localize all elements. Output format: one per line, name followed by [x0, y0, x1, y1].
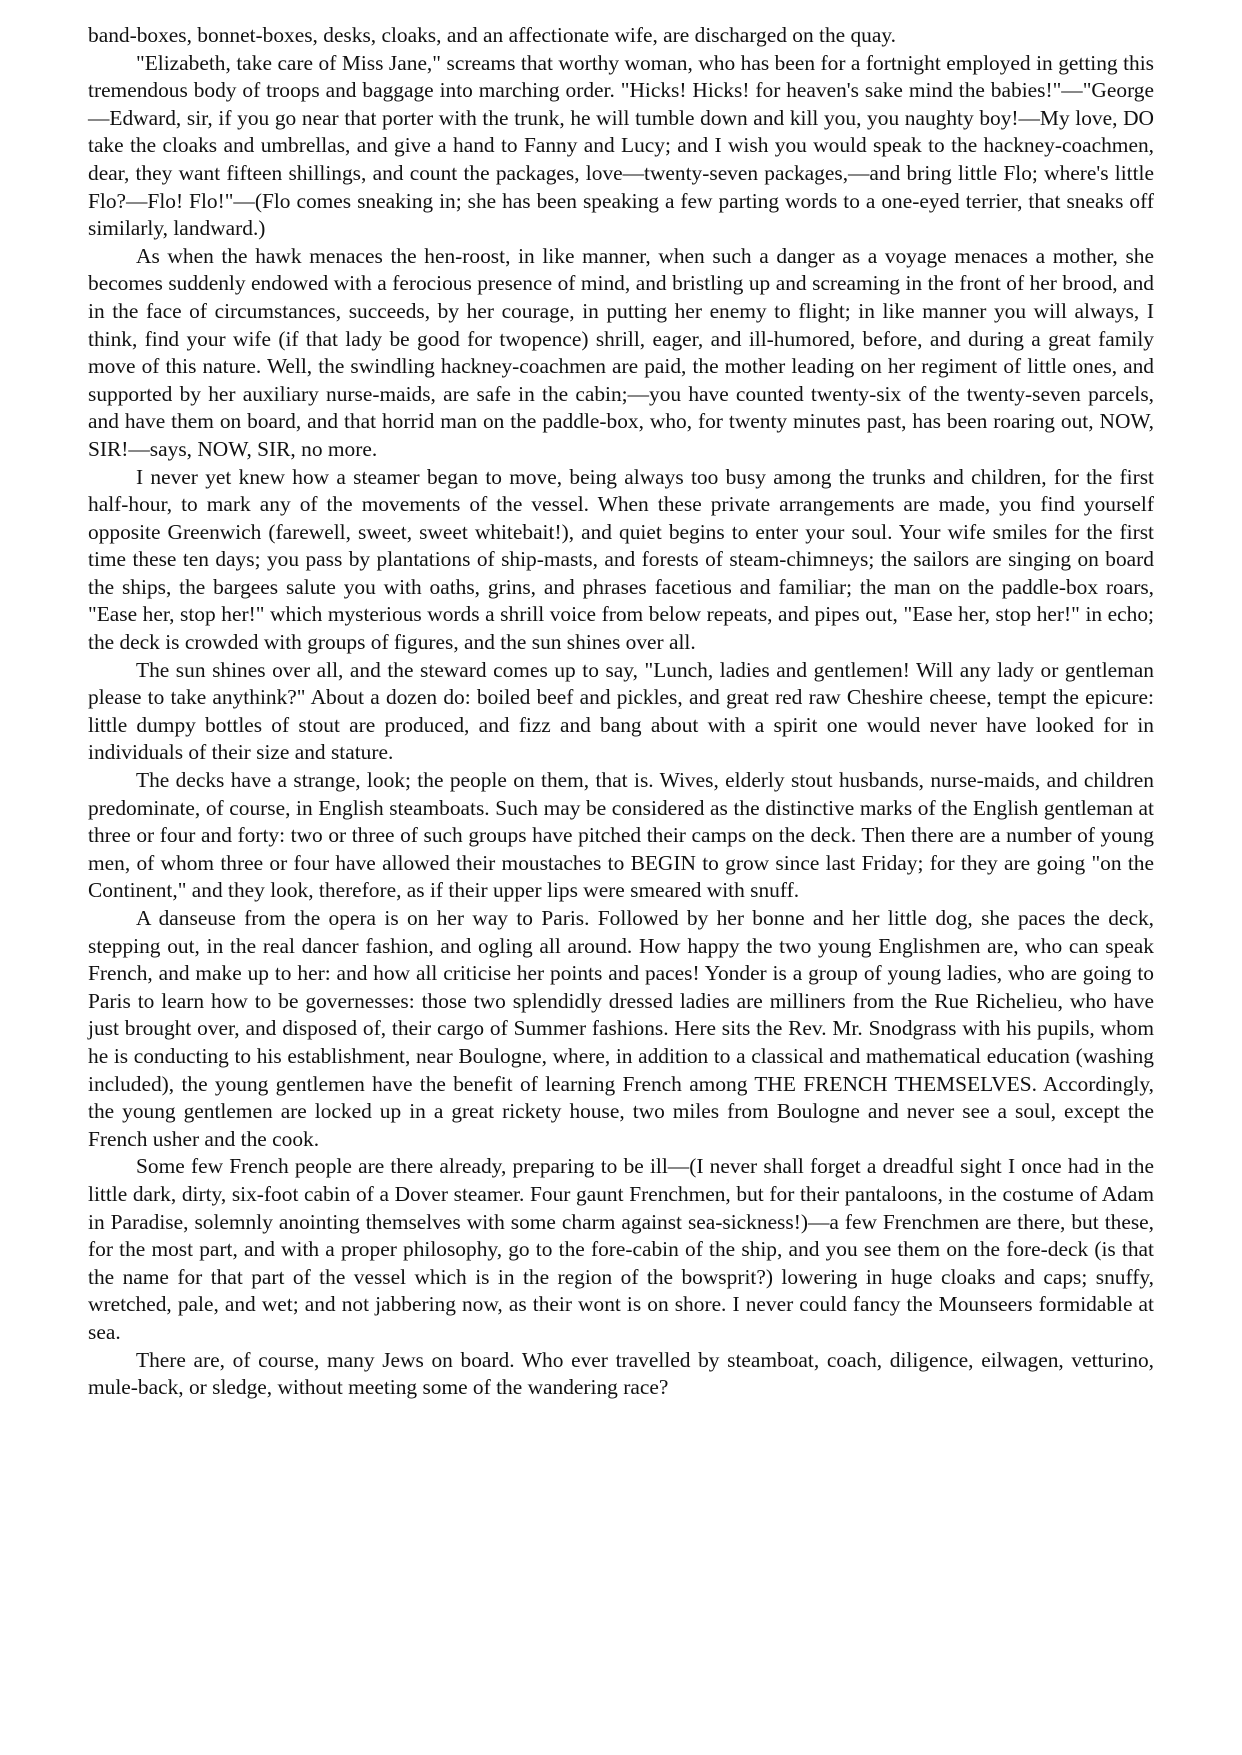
document-page [88, 22, 1154, 1402]
paragraph-8: Some few French people are there already, preparing to be ill—(I never shall forget a dreadful sight I once had in the little dark, dirty, six-foot cabin of a Dover steamer. Four gaunt Frenchmen, but for their pantaloons, in the costume of Adam in Paradise, solemnly anointing themselves with some charm against sea-sickness!)—a few Frenchmen are there, but these, for the most part, and with a proper philosophy, go to the fore-cabin of the ship, and you see them on the fore-deck (is that the name for that part of the vessel which is in the region of the bowsprit?) lowering in huge cloaks and caps; snuffy, wretched, pale, and wet; and not jabbering now, as their wont is on shore. I never could fancy the Mounseers formidable at sea. [88, 1154, 1154, 1344]
paragraph-9: There are, of course, many Jews on board. Who ever travelled by steamboat, coach, diligence, eilwagen, vetturino, mule-back, or sledge, without meeting some of the wandering race? [88, 1347, 1154, 1400]
paragraph-4: I never yet knew how a steamer began to move, being always too busy among the trunks and children, for the first half-hour, to mark any of the movements of the vessel. When these private arrangements are made, you find yourself opposite Greenwich (farewell, sweet, sweet whitebait!), and quiet begins to enter your soul. Your wife smiles for the first time these ten days; you pass by plantations of ship-masts, and forests of steam-chimneys; the sailors are singing on board the ships, the bargees salute you with oaths, grins, and phrases facetious and familiar; the man on the paddle-box roars, "Ease her, stop her!" which mysterious words a shrill voice from below repeats, and pipes out, "Ease her, stop her!" in echo; the deck is crowded with groups of figures, and the sun shines over all. [88, 464, 1154, 655]
paragraph-2: "Elizabeth, take care of Miss Jane," screams that worthy woman, who has been for a fortnight employed in getting this tremendous body of troops and baggage into marching order. "Hicks! Hicks! for heaven's sake mind the babies!"—"George—Edward, sir, if you go near that porter with the trunk, he will tumble down and kill you, you naughty boy!—My love, DO take the cloaks and umbrellas, and give a hand to Fanny and Lucy; and I wish you would speak to the hackney-coachmen, dear, they want fifteen shillings, and count the packages, love—twenty-seven packages,—and bring little Flo; where's little Flo?—Flo! Flo!"—(Flo comes sneaking in; she has been speaking a few parting words to a one-eyed terrier, that sneaks off similarly, landward.) [88, 50, 1154, 241]
paragraph-7: A danseuse from the opera is on her way to Paris. Followed by her bonne and her little dog, she paces the deck, stepping out, in the real dancer fashion, and ogling all around. How happy the two young Englishmen are, who can speak French, and make up to her: and how all criticise her points and paces! Yonder is a group of young ladies, who are going to Paris to learn how to be governesses: those two splendidly dressed ladies are milliners from the Rue Richelieu, who have just brought over, and disposed of, their cargo of Summer fashions. Here sits the Rev. Mr. Snodgrass with his pupils, whom he is conducting to his establishment, near Boulogne, where, in addition to a classical and mathematical education (washing included), the young gentlemen have the benefit of learning French among THE FRENCH THEMSELVES. Accordingly, the young gentlemen are locked up in a great rickety house, two miles from Boulogne and never see a soul, except the French usher and the cook. [88, 906, 1154, 1151]
paragraph-3: As when the hawk menaces the hen-roost, in like manner, when such a danger as a voyage menaces a mother, she becomes suddenly endowed with a ferocious presence of mind, and bristling up and screaming in the front of her brood, and in the face of circumstances, succeeds, by her courage, in putting her enemy to flight; in like manner you will always, I think, find your wife (if that lady be good for twopence) shrill, eager, and ill-humored, before, and during a great family move of this nature. Well, the swindling hackney-coachmen are paid, the mother leading on her regiment of little ones, and supported by her auxiliary nurse-maids, are safe in the cabin;—you have counted twenty-six of the twenty-seven parcels, and have them on board, and that horrid man on the paddle-box, who, for twenty minutes past, has been roaring out, NOW, SIR!—says, NOW, SIR, no more. [88, 243, 1154, 461]
paragraph-1: band-boxes, bonnet-boxes, desks, cloaks, and an affectionate wife, are discharged on the quay. [88, 23, 897, 47]
paragraph-6: The decks have a strange, look; the people on them, that is. Wives, elderly stout husbands, nurse-maids, and children predominate, of course, in English steamboats. Such may be considered as the distinctive marks of the English gentleman at three or four and forty: two or three of such groups have pitched their camps on the deck. Then there are a number of young men, of whom three or four have allowed their moustaches to BEGIN to grow since last Friday; for they are going "on the Continent," and they look, therefore, as if their upper lips were smeared with snuff. [88, 768, 1154, 903]
paragraph-5: The sun shines over all, and the steward comes up to say, "Lunch, ladies and gentlemen! Will any lady or gentleman please to take anythink?" About a dozen do: boiled beef and pickles, and great red raw Cheshire cheese, tempt the epicure: little dumpy bottles of stout are produced, and fizz and bang about with a spirit one would never have looked for in individuals of their size and stature. [88, 657, 1154, 765]
